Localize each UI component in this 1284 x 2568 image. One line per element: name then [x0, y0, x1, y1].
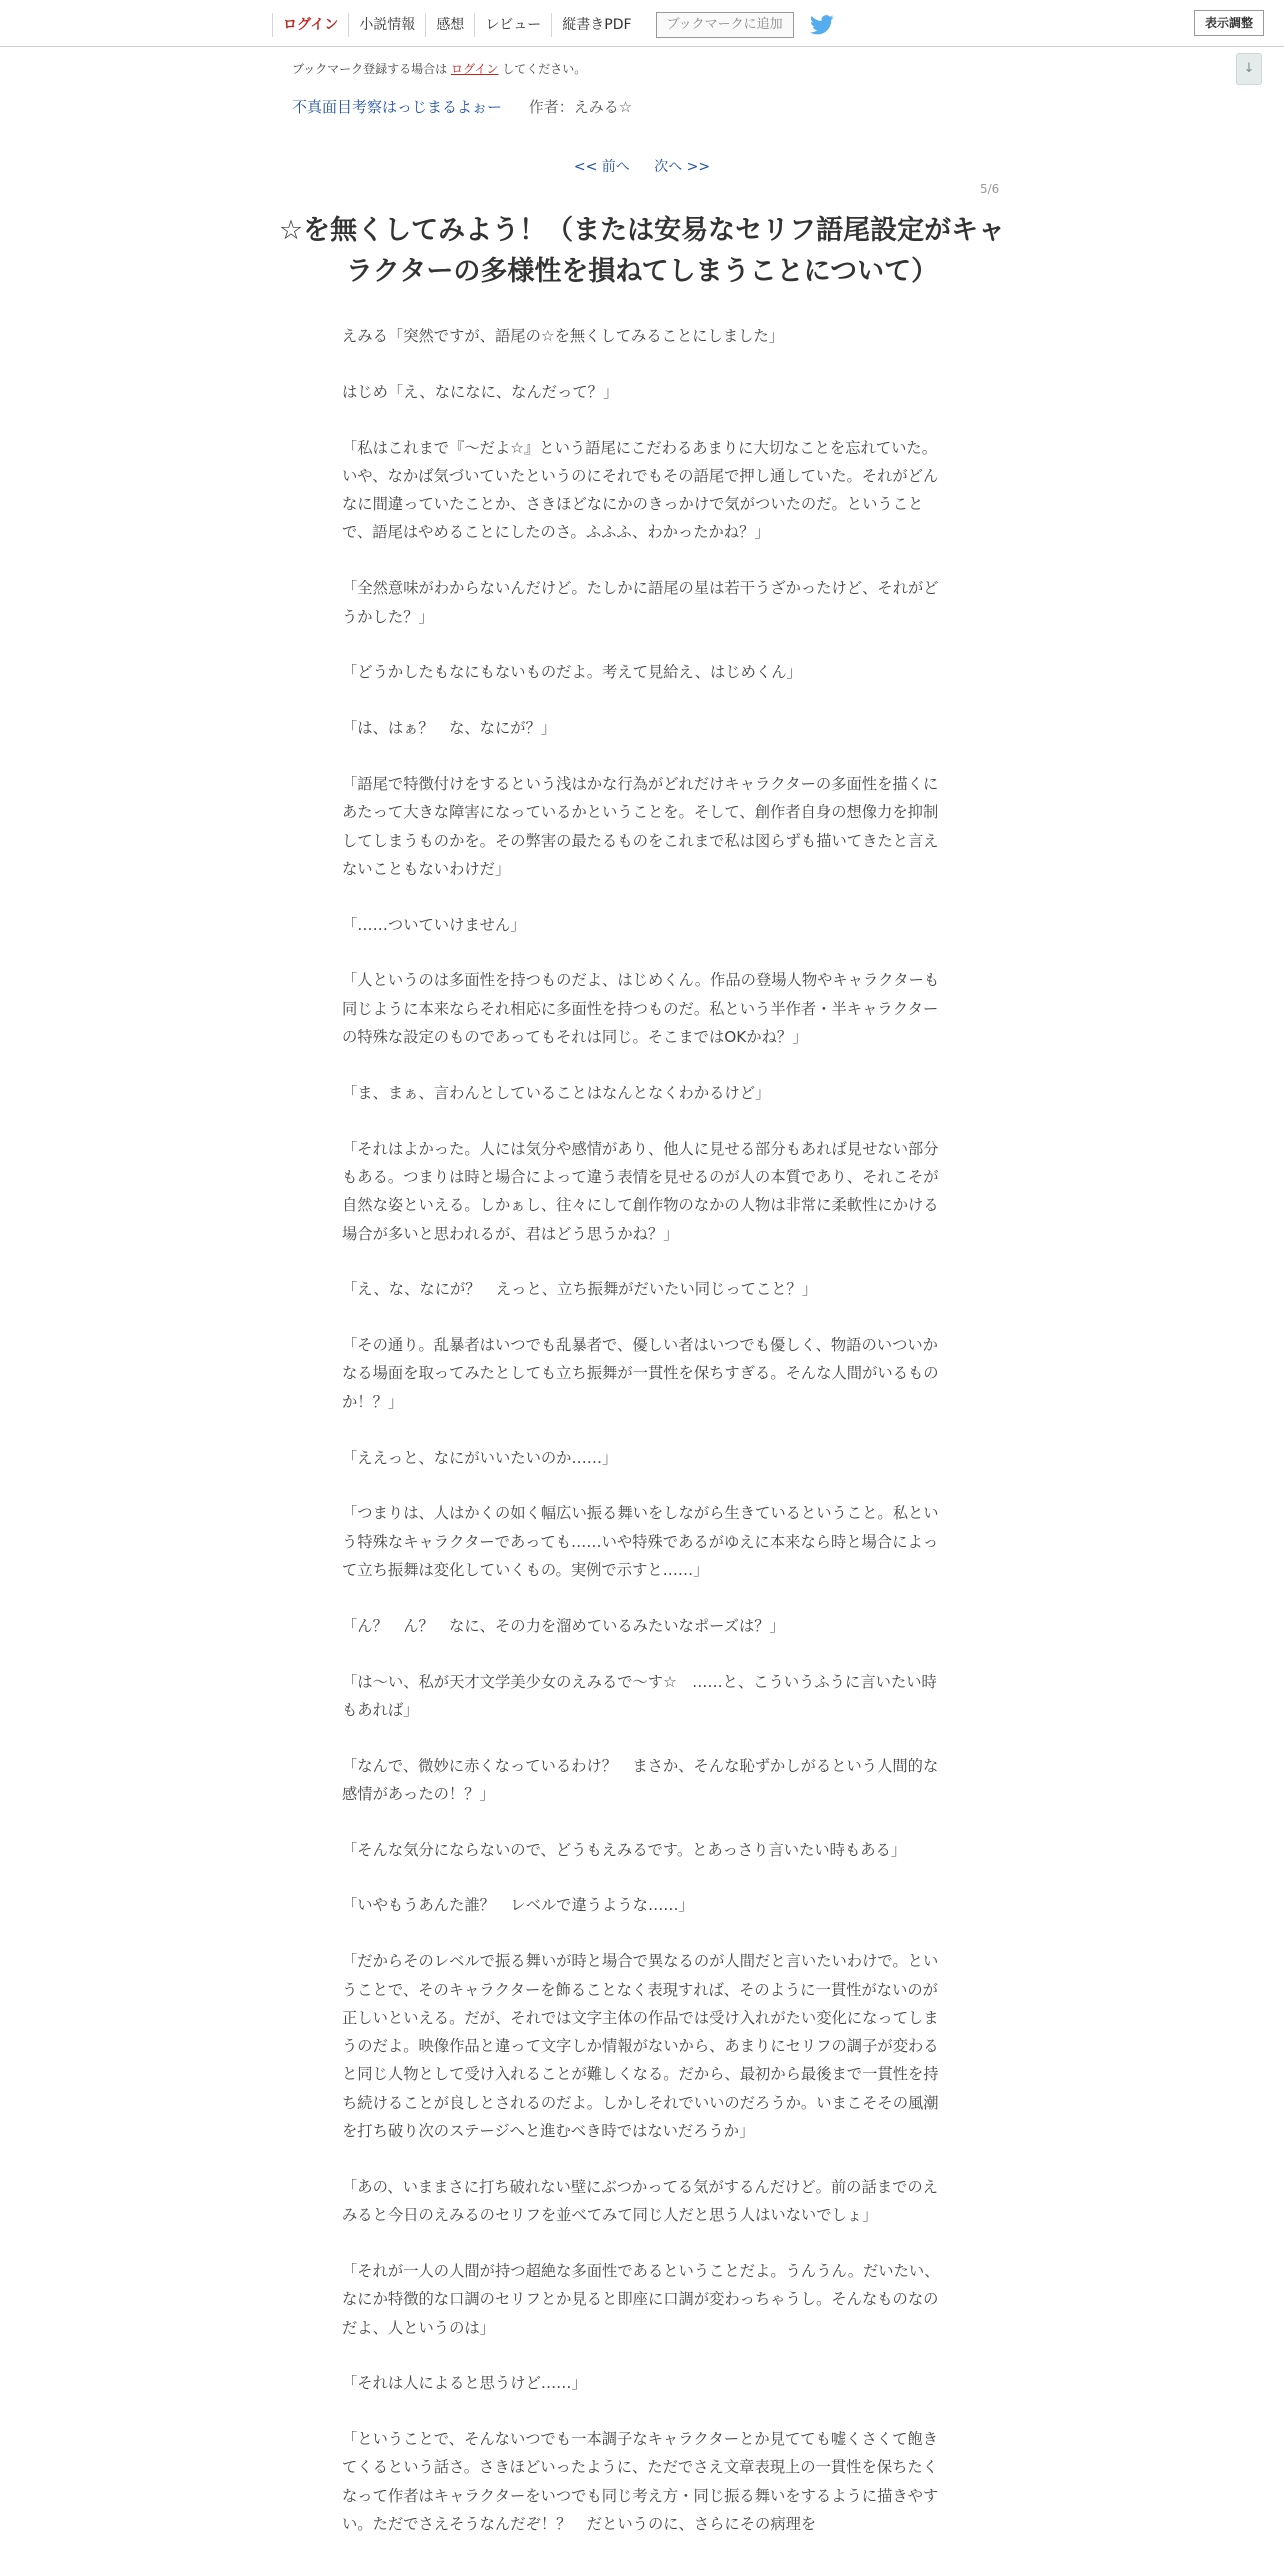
- chapter-pager: [0, 156, 1284, 176]
- body-paragraph: 「人というのは多面性を持つものだよ、はじめくん。作品の登場人物やキャラクターも同じように本来ならそれ相応に多面性を持つものだ。私という半作者・半キャラクターの特殊な設定のものであってもそれは同じ。そこまではOKかね？」: [342, 971, 940, 1047]
- prev-page-link[interactable]: << 前へ: [573, 159, 630, 175]
- body-paragraph: 「それが一人の人間が持つ超絶な多面性であるということだよ。うんうん。だいたい、なにか特徴的な口調のセリフとか見ると即座に口調が変わっちゃうし。そんなものなのだよ、人というのは」: [342, 2261, 940, 2337]
- add-bookmark-button[interactable]: ブックマークに追加: [656, 12, 794, 38]
- nav-impressions[interactable]: 感想: [425, 13, 474, 37]
- scroll-down-button[interactable]: ↓: [1236, 53, 1262, 85]
- body-paragraph: 「それは人によると思うけど……」: [342, 2374, 587, 2393]
- series-title-link[interactable]: 不真面目考察はっじまるよぉー: [292, 98, 503, 116]
- body-paragraph: 「ええっと、なにがいいたいのか……」: [342, 1448, 618, 1467]
- page-number: 5/6: [980, 182, 1000, 196]
- nav-review[interactable]: レビュー: [474, 13, 551, 37]
- body-paragraph: 「なんで、微妙に赤くなっているわけ？ まさか、そんな恥ずかしがるという人間的な感情があったの！？」: [342, 1756, 939, 1803]
- body-paragraph: 「全然意味がわからないんだけど。たしかに語尾の星は若干うざかったけど、それがどうかした？」: [342, 579, 939, 626]
- body-paragraph: 「だからそのレベルで振る舞いが時と場合で異なるのが人間だと言いたいわけで。ということで、そのキャラクターを飾ることなく表現すれば、そのように一貫性がないのが正しいといえる。だが、それでは文字主体の作品では受け入れがたい変化になってしまうのだよ。映像作品と違って文字しか情報がないから、あまりにセリフの調子が変わると同じ人物として受け入れることが難しくなる。だから、最初から最後まで一貫性を持ち続けることが良しとされるのだよ。しかしそれでいいのだろうか。いまこそその風潮を打ち破り次のステージへと進むべき時ではないだろうか」: [342, 1952, 939, 2141]
- body-paragraph: 「それはよかった。人には気分や感情があり、他人に見せる部分もあれば見せない部分もある。つまりは時と場合によって違う表情を見せるのが人の本質であり、それこそが自然な姿といえる。しかぁし、往々にして創作物のなかの人物は非常に柔軟性にかける場合が多いと思われるが、君はどう思うかね？」: [342, 1139, 939, 1243]
- body-paragraph: 「つまりは、人はかくの如く幅広い振る舞いをしながら生きているということ。私という特殊なキャラクターであっても……いや特殊であるがゆえに本来なら時と場合によって立ち振舞は変化していくもの。実例で示すと……」: [342, 1504, 939, 1579]
- display-settings-button[interactable]: 表示調整: [1194, 10, 1264, 36]
- body-paragraph: 「は、はぁ？ な、なにが？」: [342, 719, 557, 738]
- twitter-bird-icon[interactable]: [810, 15, 834, 35]
- body-paragraph: 「いやもうあんた誰？ レベルで違うような……」: [342, 1896, 694, 1915]
- chapter-body: [342, 322, 942, 2566]
- chapter-title: ☆を無くしてみよう！（または安易なセリフ語尾設定がキャラクターの多様性を損ねてしまうことについて）: [278, 215, 1006, 287]
- next-page-link[interactable]: 次へ >>: [654, 159, 711, 175]
- body-paragraph: はじめ「え、なになに、なんだって？」: [342, 382, 619, 401]
- body-paragraph: 「え、な、なにが？ えっと、立ち振舞がだいたい同じってこと？」: [342, 1280, 818, 1299]
- body-paragraph: 「その通り。乱暴者はいつでも乱暴者で、優しい者はいつでも優しく、物語のいついかなる場面を取ってみたとしても立ち振舞が一貫性を保ちすぎる。そんな人間がいるものか！？」: [342, 1336, 939, 1411]
- body-paragraph: 「ということで、そんないつでも一本調子なキャラクターとか見てても嘘くさくて飽きてくるという話さ。さきほどいったように、ただでさえ文章表現上の一貫性を保ちたくなって作者はキャラクターをいつでも同じ考え方・同じ振る舞いをするように描きやすい。ただでさえそうなんだぞ！？ だというのに、さらにその病理を: [342, 2430, 939, 2534]
- author-label: 作者：えみる☆: [528, 98, 633, 116]
- novel-meta: [292, 96, 632, 117]
- body-paragraph: えみる「突然ですが、語尾の☆を無くしてみることにしました」: [342, 327, 785, 345]
- body-paragraph: 「ん？ ん？ なに、その力を溜めているみたいなポーズは？」: [342, 1616, 785, 1635]
- nav-login[interactable]: ログイン: [272, 13, 348, 37]
- notice-login-link[interactable]: ログイン: [451, 62, 499, 76]
- notice-text-after: してください。: [502, 62, 587, 76]
- body-paragraph: 「ま、まぁ、言わんとしていることはなんとなくわかるけど」: [342, 1083, 771, 1102]
- body-paragraph: 「語尾で特徴付けをするという浅はかな行為がどれだけキャラクターの多面性を描くにあたって大きな障害になっているかということを。そして、創作者自身の想像力を抑制してしまうものかを。その弊害の最たるものをこれまで私は図らずも描いてきたと言えないこともないわけだ」: [342, 774, 939, 878]
- notice-text-before: ブックマーク登録する場合は: [292, 62, 448, 76]
- body-paragraph: 「……ついていけません」: [342, 915, 526, 934]
- nav-vertical-pdf[interactable]: 縦書きPDF: [551, 13, 641, 37]
- body-paragraph: 「どうかしたもなにもないものだよ。考えて見給え、はじめくん」: [342, 663, 802, 682]
- body-paragraph: 「そんな気分にならないので、どうもえみるです。とあっさり言いたい時もある」: [342, 1840, 907, 1859]
- body-paragraph: 「私はこれまで『～だよ☆』という語尾にこだわるあまりに大切なことを忘れていた。いや、なかば気づいていたというのにそれでもその語尾で押し通していた。それがどんなに間違っていたことか、さきほどなにかのきっかけで気がついたのだ。ということで、語尾はやめることにしたのさ。ふふふ、わかったかね？」: [342, 438, 939, 542]
- top-navigation-bar: [0, 0, 1284, 47]
- bookmark-login-notice: [292, 60, 586, 77]
- nav-novel-info[interactable]: 小説情報: [348, 13, 425, 37]
- body-paragraph: 「あの、いままさに打ち破れない壁にぶつかってる気がするんだけど。前の話までのえみると今日のえみるのセリフを並べてみて同じ人だと思う人はいないでしょ」: [342, 2177, 938, 2225]
- main-nav: [272, 10, 834, 40]
- body-paragraph: 「は～い、私が天才文学美少女のえみるで～す☆ ……と、こういうふうに言いたい時もあれば」: [342, 1672, 937, 1719]
